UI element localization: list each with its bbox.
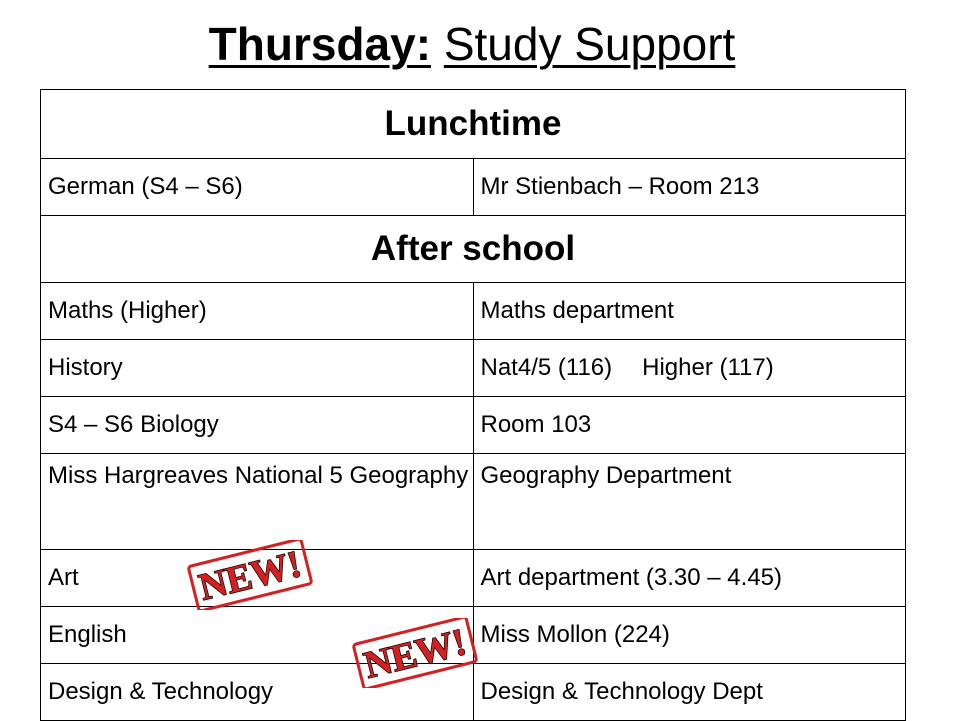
table-row (41, 454, 906, 550)
section-heading-lunchtime: Lunchtime (41, 90, 906, 159)
title-subject: Study Support (443, 18, 736, 70)
table-row (41, 340, 906, 397)
location-cell: Room 103 (473, 397, 906, 454)
location-cell: Mr Stienbach – Room 213 (473, 159, 906, 216)
subject-cell: German (S4 – S6) (41, 159, 474, 216)
subject-cell: Design & Technology (41, 664, 474, 721)
subject-cell: Miss Hargreaves National 5 Geography (41, 454, 474, 550)
location-cell: Design & Technology Dept (473, 664, 906, 721)
table-row (41, 283, 906, 340)
location-cell: Maths department (473, 283, 906, 340)
section-row-lunchtime (41, 90, 906, 159)
section-heading-after-school: After school (41, 216, 906, 283)
table-row (41, 397, 906, 454)
table-row (41, 550, 906, 607)
subject-cell: Maths (Higher) (41, 283, 474, 340)
location-nat45: Nat4/5 (116) (480, 354, 613, 381)
subject-cell: Art (41, 550, 474, 607)
stamp-text: NEW! (359, 621, 471, 687)
subject-cell: History (41, 340, 474, 397)
stamp-text: NEW! (194, 543, 306, 609)
subject-cell: S4 – S6 Biology (41, 397, 474, 454)
subject-cell: English (41, 607, 474, 664)
new-stamp-icon (180, 540, 320, 610)
page-title (0, 14, 944, 74)
location-cell (473, 340, 906, 397)
title-day: Thursday: (208, 18, 432, 70)
location-higher: Higher (117) (642, 354, 774, 381)
table-row (41, 159, 906, 216)
location-cell: Art department (3.30 – 4.45) (473, 550, 906, 607)
location-cell: Miss Mollon (224) (473, 607, 906, 664)
new-stamp-icon (345, 618, 485, 688)
location-cell: Geography Department (473, 454, 906, 550)
section-row-after-school (41, 216, 906, 283)
